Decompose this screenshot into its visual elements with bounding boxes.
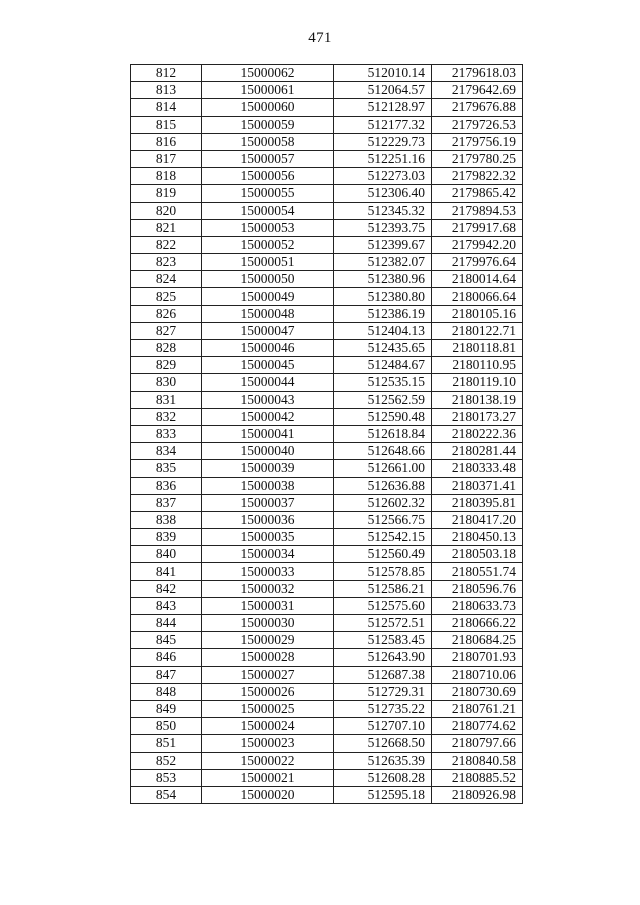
y-coordinate-cell: 2180774.62 bbox=[432, 718, 523, 735]
x-coordinate-cell: 512636.88 bbox=[334, 477, 432, 494]
row-index-cell: 844 bbox=[131, 615, 202, 632]
point-id-cell: 15000049 bbox=[202, 288, 334, 305]
x-coordinate-cell: 512635.39 bbox=[334, 752, 432, 769]
table-row bbox=[131, 597, 523, 614]
x-coordinate-cell: 512729.31 bbox=[334, 683, 432, 700]
x-coordinate-cell: 512484.67 bbox=[334, 357, 432, 374]
table-row bbox=[131, 425, 523, 442]
table-row bbox=[131, 150, 523, 167]
x-coordinate-cell: 512590.48 bbox=[334, 408, 432, 425]
y-coordinate-cell: 2180122.71 bbox=[432, 322, 523, 339]
table-row bbox=[131, 185, 523, 202]
table-row bbox=[131, 769, 523, 786]
point-id-cell: 15000054 bbox=[202, 202, 334, 219]
row-index-cell: 825 bbox=[131, 288, 202, 305]
row-index-cell: 814 bbox=[131, 99, 202, 116]
point-id-cell: 15000036 bbox=[202, 511, 334, 528]
y-coordinate-cell: 2179976.64 bbox=[432, 254, 523, 271]
point-id-cell: 15000038 bbox=[202, 477, 334, 494]
point-id-cell: 15000039 bbox=[202, 460, 334, 477]
x-coordinate-cell: 512562.59 bbox=[334, 391, 432, 408]
point-id-cell: 15000053 bbox=[202, 219, 334, 236]
table-row bbox=[131, 666, 523, 683]
table-row bbox=[131, 546, 523, 563]
point-id-cell: 15000030 bbox=[202, 615, 334, 632]
row-index-cell: 837 bbox=[131, 494, 202, 511]
x-coordinate-cell: 512380.96 bbox=[334, 271, 432, 288]
row-index-cell: 826 bbox=[131, 305, 202, 322]
table-row bbox=[131, 615, 523, 632]
x-coordinate-cell: 512602.32 bbox=[334, 494, 432, 511]
point-id-cell: 15000062 bbox=[202, 65, 334, 82]
point-id-cell: 15000059 bbox=[202, 116, 334, 133]
y-coordinate-cell: 2180395.81 bbox=[432, 494, 523, 511]
y-coordinate-cell: 2179676.88 bbox=[432, 99, 523, 116]
y-coordinate-cell: 2180066.64 bbox=[432, 288, 523, 305]
table-row bbox=[131, 443, 523, 460]
y-coordinate-cell: 2179780.25 bbox=[432, 150, 523, 167]
point-id-cell: 15000031 bbox=[202, 597, 334, 614]
y-coordinate-cell: 2180014.64 bbox=[432, 271, 523, 288]
point-id-cell: 15000060 bbox=[202, 99, 334, 116]
table-row bbox=[131, 752, 523, 769]
y-coordinate-cell: 2180173.27 bbox=[432, 408, 523, 425]
point-id-cell: 15000048 bbox=[202, 305, 334, 322]
row-index-cell: 827 bbox=[131, 322, 202, 339]
y-coordinate-cell: 2180633.73 bbox=[432, 597, 523, 614]
y-coordinate-cell: 2179726.53 bbox=[432, 116, 523, 133]
table-row bbox=[131, 305, 523, 322]
table-row bbox=[131, 99, 523, 116]
row-index-cell: 845 bbox=[131, 632, 202, 649]
y-coordinate-cell: 2180885.52 bbox=[432, 769, 523, 786]
row-index-cell: 838 bbox=[131, 511, 202, 528]
table-row bbox=[131, 786, 523, 803]
x-coordinate-cell: 512687.38 bbox=[334, 666, 432, 683]
row-index-cell: 815 bbox=[131, 116, 202, 133]
row-index-cell: 850 bbox=[131, 718, 202, 735]
row-index-cell: 818 bbox=[131, 168, 202, 185]
point-id-cell: 15000042 bbox=[202, 408, 334, 425]
x-coordinate-cell: 512306.40 bbox=[334, 185, 432, 202]
x-coordinate-cell: 512273.03 bbox=[334, 168, 432, 185]
table-row bbox=[131, 563, 523, 580]
y-coordinate-cell: 2179642.69 bbox=[432, 82, 523, 99]
y-coordinate-cell: 2179618.03 bbox=[432, 65, 523, 82]
row-index-cell: 828 bbox=[131, 340, 202, 357]
x-coordinate-cell: 512566.75 bbox=[334, 511, 432, 528]
table-row bbox=[131, 374, 523, 391]
x-coordinate-cell: 512382.07 bbox=[334, 254, 432, 271]
table-row bbox=[131, 529, 523, 546]
row-index-cell: 812 bbox=[131, 65, 202, 82]
point-id-cell: 15000045 bbox=[202, 357, 334, 374]
table-row bbox=[131, 649, 523, 666]
x-coordinate-cell: 512707.10 bbox=[334, 718, 432, 735]
x-coordinate-cell: 512661.00 bbox=[334, 460, 432, 477]
point-id-cell: 15000044 bbox=[202, 374, 334, 391]
x-coordinate-cell: 512608.28 bbox=[334, 769, 432, 786]
y-coordinate-cell: 2180503.18 bbox=[432, 546, 523, 563]
table-row bbox=[131, 357, 523, 374]
y-coordinate-cell: 2180118.81 bbox=[432, 340, 523, 357]
table-row bbox=[131, 219, 523, 236]
row-index-cell: 852 bbox=[131, 752, 202, 769]
point-id-cell: 15000037 bbox=[202, 494, 334, 511]
row-index-cell: 820 bbox=[131, 202, 202, 219]
y-coordinate-cell: 2180596.76 bbox=[432, 580, 523, 597]
y-coordinate-cell: 2180119.10 bbox=[432, 374, 523, 391]
row-index-cell: 849 bbox=[131, 700, 202, 717]
point-id-cell: 15000032 bbox=[202, 580, 334, 597]
row-index-cell: 840 bbox=[131, 546, 202, 563]
x-coordinate-cell: 512575.60 bbox=[334, 597, 432, 614]
x-coordinate-cell: 512229.73 bbox=[334, 133, 432, 150]
table-row bbox=[131, 288, 523, 305]
row-index-cell: 843 bbox=[131, 597, 202, 614]
x-coordinate-cell: 512393.75 bbox=[334, 219, 432, 236]
row-index-cell: 854 bbox=[131, 786, 202, 803]
table-row bbox=[131, 82, 523, 99]
row-index-cell: 817 bbox=[131, 150, 202, 167]
y-coordinate-cell: 2180710.06 bbox=[432, 666, 523, 683]
x-coordinate-cell: 512251.16 bbox=[334, 150, 432, 167]
x-coordinate-cell: 512572.51 bbox=[334, 615, 432, 632]
row-index-cell: 829 bbox=[131, 357, 202, 374]
point-id-cell: 15000033 bbox=[202, 563, 334, 580]
y-coordinate-cell: 2180450.13 bbox=[432, 529, 523, 546]
row-index-cell: 841 bbox=[131, 563, 202, 580]
table-row bbox=[131, 168, 523, 185]
row-index-cell: 836 bbox=[131, 477, 202, 494]
y-coordinate-cell: 2179917.68 bbox=[432, 219, 523, 236]
row-index-cell: 824 bbox=[131, 271, 202, 288]
row-index-cell: 816 bbox=[131, 133, 202, 150]
x-coordinate-cell: 512648.66 bbox=[334, 443, 432, 460]
point-id-cell: 15000034 bbox=[202, 546, 334, 563]
row-index-cell: 819 bbox=[131, 185, 202, 202]
table-row bbox=[131, 202, 523, 219]
y-coordinate-cell: 2180551.74 bbox=[432, 563, 523, 580]
row-index-cell: 846 bbox=[131, 649, 202, 666]
point-id-cell: 15000046 bbox=[202, 340, 334, 357]
row-index-cell: 842 bbox=[131, 580, 202, 597]
point-id-cell: 15000028 bbox=[202, 649, 334, 666]
y-coordinate-cell: 2180926.98 bbox=[432, 786, 523, 803]
row-index-cell: 831 bbox=[131, 391, 202, 408]
row-index-cell: 847 bbox=[131, 666, 202, 683]
y-coordinate-cell: 2179865.42 bbox=[432, 185, 523, 202]
row-index-cell: 821 bbox=[131, 219, 202, 236]
table-row bbox=[131, 477, 523, 494]
x-coordinate-cell: 512643.90 bbox=[334, 649, 432, 666]
x-coordinate-cell: 512399.67 bbox=[334, 236, 432, 253]
point-id-cell: 15000050 bbox=[202, 271, 334, 288]
y-coordinate-cell: 2180371.41 bbox=[432, 477, 523, 494]
y-coordinate-cell: 2180417.20 bbox=[432, 511, 523, 528]
x-coordinate-cell: 512010.14 bbox=[334, 65, 432, 82]
point-id-cell: 15000043 bbox=[202, 391, 334, 408]
x-coordinate-cell: 512404.13 bbox=[334, 322, 432, 339]
y-coordinate-cell: 2180761.21 bbox=[432, 700, 523, 717]
point-id-cell: 15000047 bbox=[202, 322, 334, 339]
y-coordinate-cell: 2180666.22 bbox=[432, 615, 523, 632]
point-id-cell: 15000022 bbox=[202, 752, 334, 769]
x-coordinate-cell: 512128.97 bbox=[334, 99, 432, 116]
row-index-cell: 822 bbox=[131, 236, 202, 253]
x-coordinate-cell: 512595.18 bbox=[334, 786, 432, 803]
x-coordinate-cell: 512435.65 bbox=[334, 340, 432, 357]
x-coordinate-cell: 512386.19 bbox=[334, 305, 432, 322]
y-coordinate-cell: 2180281.44 bbox=[432, 443, 523, 460]
y-coordinate-cell: 2179894.53 bbox=[432, 202, 523, 219]
row-index-cell: 830 bbox=[131, 374, 202, 391]
x-coordinate-cell: 512560.49 bbox=[334, 546, 432, 563]
y-coordinate-cell: 2180684.25 bbox=[432, 632, 523, 649]
point-id-cell: 15000023 bbox=[202, 735, 334, 752]
y-coordinate-cell: 2179942.20 bbox=[432, 236, 523, 253]
table-row bbox=[131, 340, 523, 357]
row-index-cell: 853 bbox=[131, 769, 202, 786]
point-id-cell: 15000051 bbox=[202, 254, 334, 271]
x-coordinate-cell: 512535.15 bbox=[334, 374, 432, 391]
point-id-cell: 15000052 bbox=[202, 236, 334, 253]
row-index-cell: 834 bbox=[131, 443, 202, 460]
table-row bbox=[131, 254, 523, 271]
row-index-cell: 833 bbox=[131, 425, 202, 442]
point-id-cell: 15000057 bbox=[202, 150, 334, 167]
y-coordinate-cell: 2179756.19 bbox=[432, 133, 523, 150]
point-id-cell: 15000024 bbox=[202, 718, 334, 735]
row-index-cell: 823 bbox=[131, 254, 202, 271]
table-row bbox=[131, 580, 523, 597]
x-coordinate-cell: 512578.85 bbox=[334, 563, 432, 580]
point-id-cell: 15000021 bbox=[202, 769, 334, 786]
point-id-cell: 15000025 bbox=[202, 700, 334, 717]
y-coordinate-cell: 2180730.69 bbox=[432, 683, 523, 700]
y-coordinate-cell: 2180797.66 bbox=[432, 735, 523, 752]
table-row bbox=[131, 322, 523, 339]
row-index-cell: 851 bbox=[131, 735, 202, 752]
row-index-cell: 832 bbox=[131, 408, 202, 425]
point-id-cell: 15000026 bbox=[202, 683, 334, 700]
y-coordinate-cell: 2180110.95 bbox=[432, 357, 523, 374]
x-coordinate-cell: 512064.57 bbox=[334, 82, 432, 99]
row-index-cell: 848 bbox=[131, 683, 202, 700]
table-row bbox=[131, 460, 523, 477]
table-row bbox=[131, 65, 523, 82]
table-row bbox=[131, 391, 523, 408]
point-id-cell: 15000058 bbox=[202, 133, 334, 150]
point-id-cell: 15000029 bbox=[202, 632, 334, 649]
y-coordinate-cell: 2179822.32 bbox=[432, 168, 523, 185]
point-id-cell: 15000061 bbox=[202, 82, 334, 99]
row-index-cell: 835 bbox=[131, 460, 202, 477]
y-coordinate-cell: 2180701.93 bbox=[432, 649, 523, 666]
table-row bbox=[131, 683, 523, 700]
y-coordinate-cell: 2180333.48 bbox=[432, 460, 523, 477]
page-number: 471 bbox=[308, 30, 332, 46]
table-row bbox=[131, 494, 523, 511]
table-row bbox=[131, 271, 523, 288]
x-coordinate-cell: 512542.15 bbox=[334, 529, 432, 546]
y-coordinate-cell: 2180138.19 bbox=[432, 391, 523, 408]
point-id-cell: 15000027 bbox=[202, 666, 334, 683]
x-coordinate-cell: 512380.80 bbox=[334, 288, 432, 305]
point-id-cell: 15000041 bbox=[202, 425, 334, 442]
x-coordinate-cell: 512735.22 bbox=[334, 700, 432, 717]
point-id-cell: 15000020 bbox=[202, 786, 334, 803]
row-index-cell: 839 bbox=[131, 529, 202, 546]
coordinates-table-body bbox=[131, 65, 523, 804]
x-coordinate-cell: 512583.45 bbox=[334, 632, 432, 649]
x-coordinate-cell: 512668.50 bbox=[334, 735, 432, 752]
point-id-cell: 15000035 bbox=[202, 529, 334, 546]
y-coordinate-cell: 2180840.58 bbox=[432, 752, 523, 769]
point-id-cell: 15000055 bbox=[202, 185, 334, 202]
x-coordinate-cell: 512618.84 bbox=[334, 425, 432, 442]
point-id-cell: 15000040 bbox=[202, 443, 334, 460]
y-coordinate-cell: 2180222.36 bbox=[432, 425, 523, 442]
table-row bbox=[131, 718, 523, 735]
table-row bbox=[131, 735, 523, 752]
table-row bbox=[131, 511, 523, 528]
x-coordinate-cell: 512586.21 bbox=[334, 580, 432, 597]
x-coordinate-cell: 512345.32 bbox=[334, 202, 432, 219]
table-row bbox=[131, 408, 523, 425]
table-row bbox=[131, 133, 523, 150]
x-coordinate-cell: 512177.32 bbox=[334, 116, 432, 133]
table-row bbox=[131, 116, 523, 133]
y-coordinate-cell: 2180105.16 bbox=[432, 305, 523, 322]
table-row bbox=[131, 236, 523, 253]
table-row bbox=[131, 700, 523, 717]
coordinates-table bbox=[130, 64, 523, 804]
table-row bbox=[131, 632, 523, 649]
point-id-cell: 15000056 bbox=[202, 168, 334, 185]
row-index-cell: 813 bbox=[131, 82, 202, 99]
